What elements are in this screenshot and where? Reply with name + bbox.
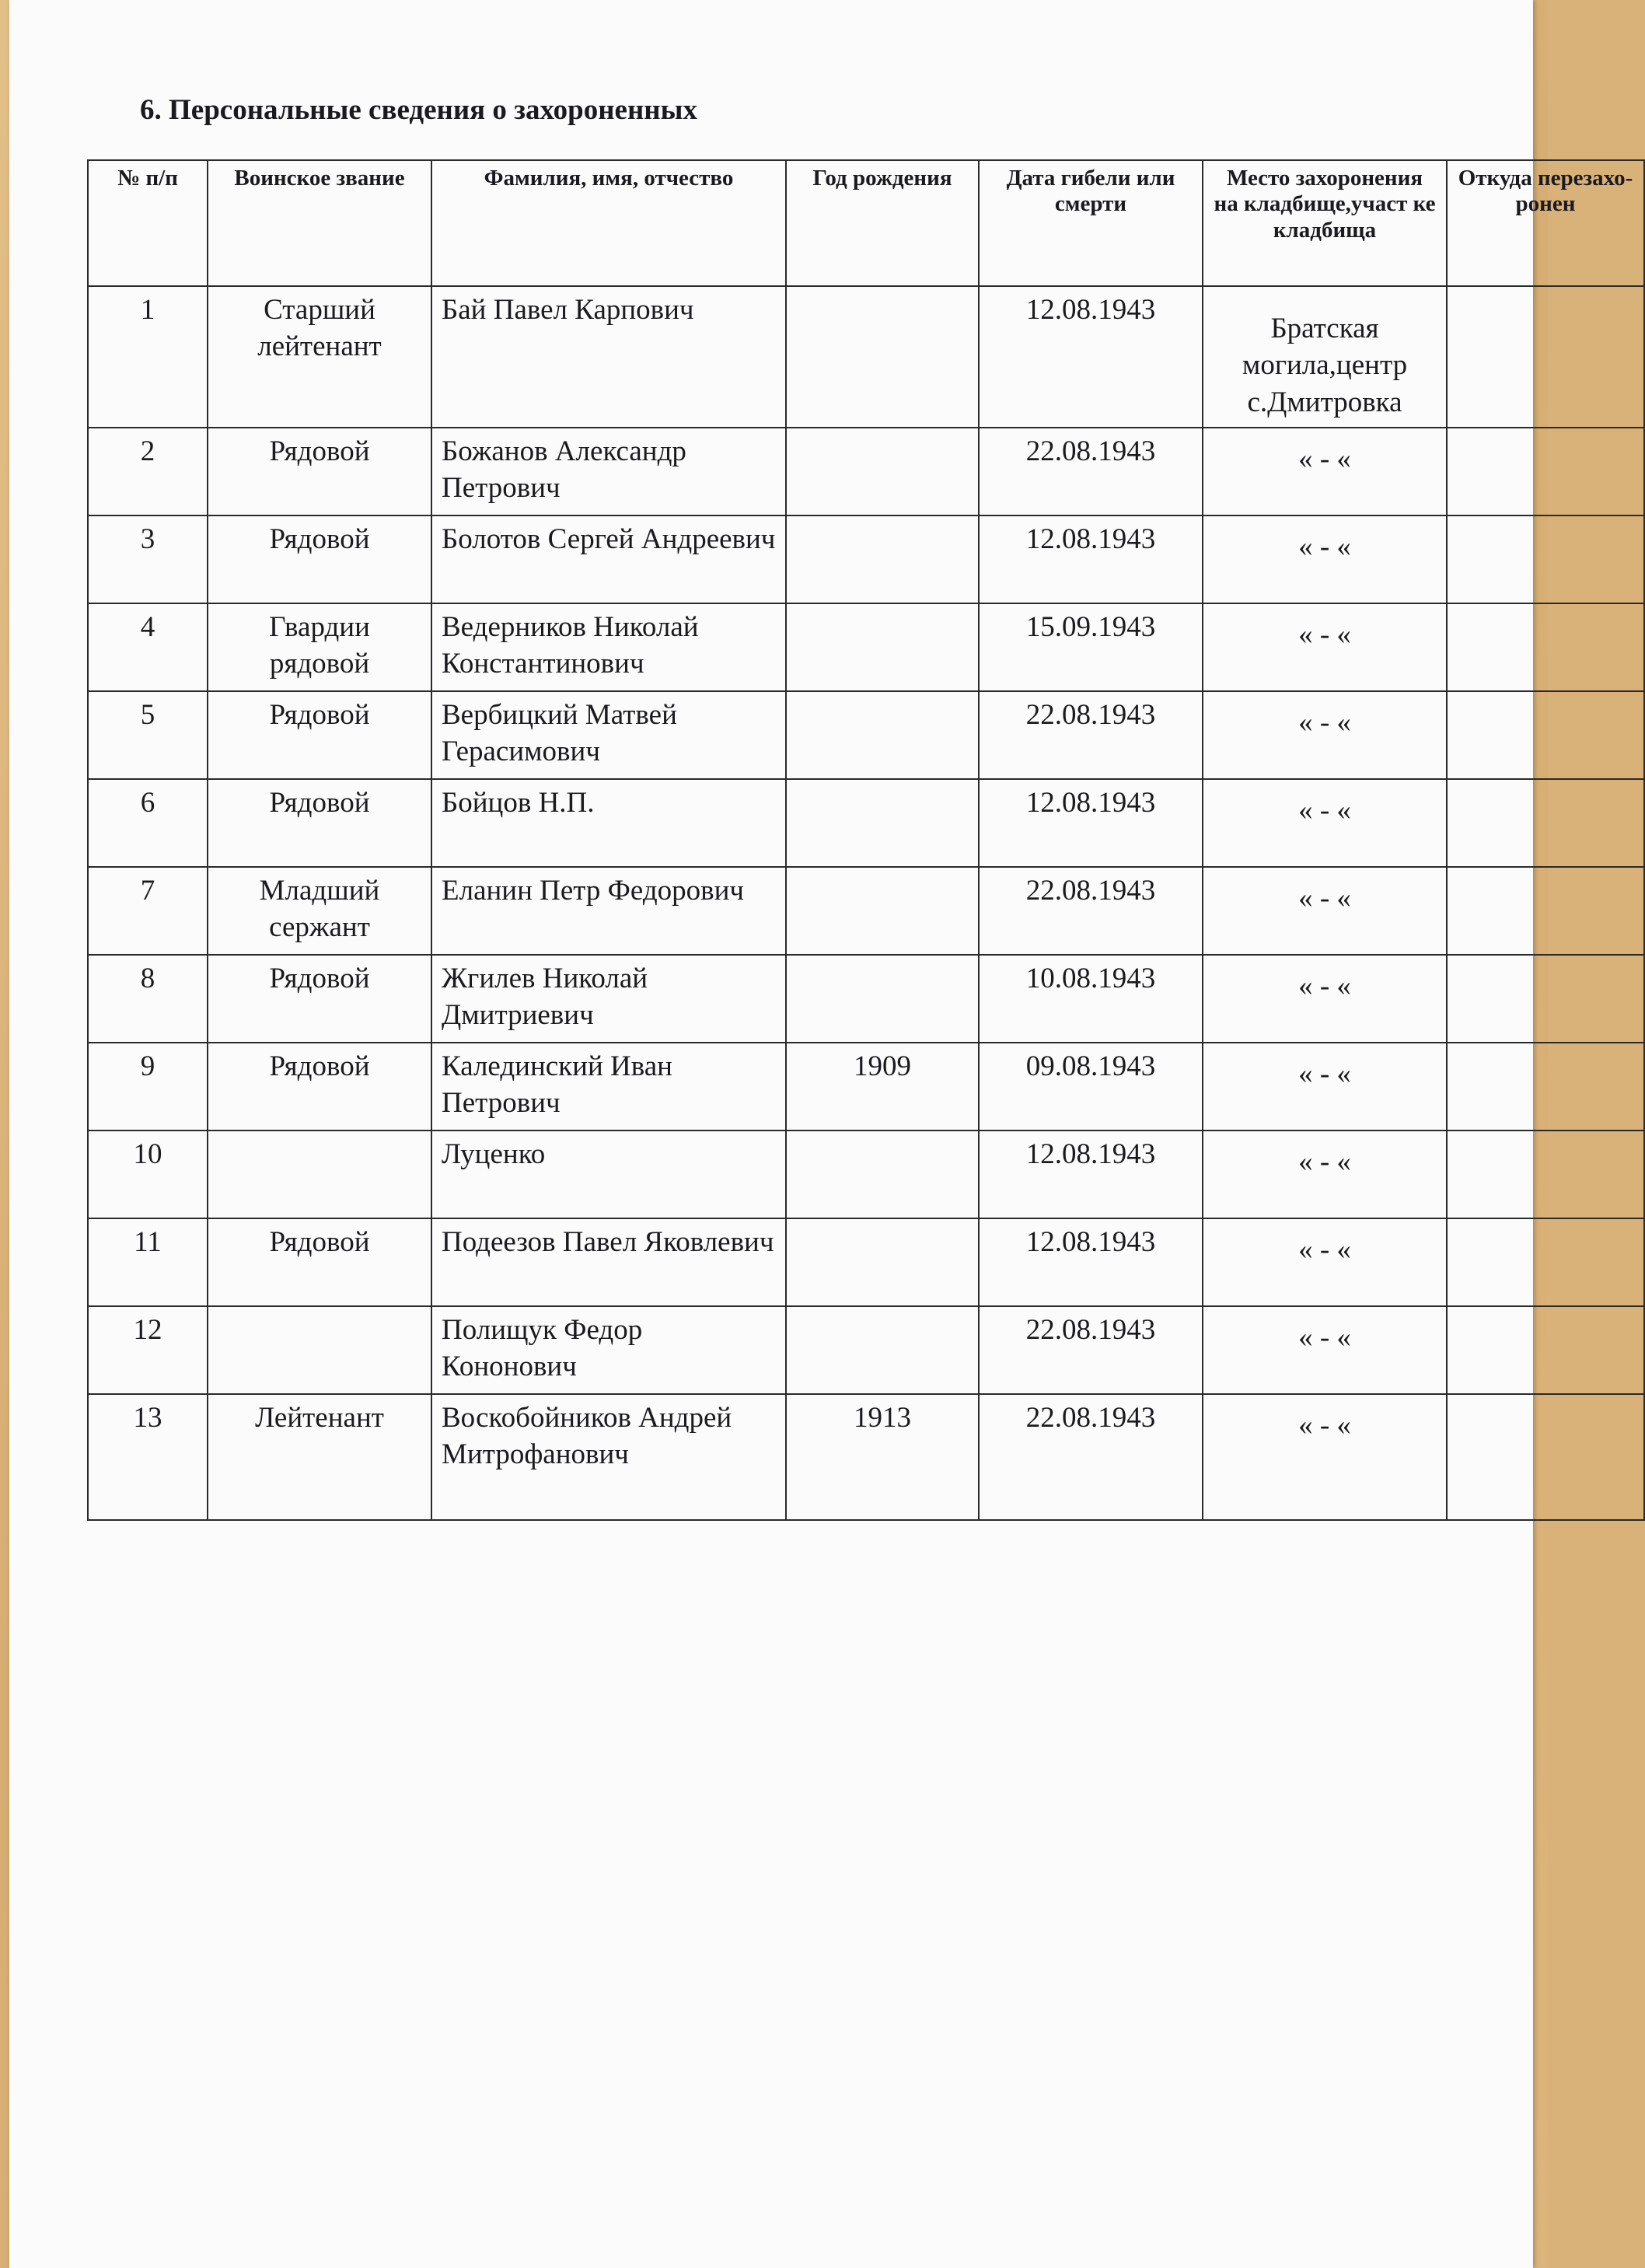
cell-name: Луценко <box>431 1131 786 1218</box>
cell-from <box>1447 691 1644 779</box>
cell-rank: Рядовой <box>208 515 431 603</box>
cell-name: Полищук Федор Кононович <box>431 1306 786 1394</box>
cell-num: 2 <box>88 428 208 515</box>
cell-rank: Младший сержант <box>208 867 431 955</box>
cell-from <box>1447 1218 1644 1306</box>
cell-name: Жгилев Николай Дмитриевич <box>431 955 786 1043</box>
table-row <box>88 955 1644 1043</box>
cell-place: Братская могила,центр с.Дмитровка <box>1203 286 1447 428</box>
cell-from <box>1447 1394 1644 1520</box>
cell-year <box>786 1218 979 1306</box>
cell-from <box>1447 1043 1644 1131</box>
table-row <box>88 1218 1644 1306</box>
cell-from <box>1447 1131 1644 1218</box>
cell-date: 22.08.1943 <box>979 691 1203 779</box>
cell-rank <box>208 1131 431 1218</box>
cell-rank: Рядовой <box>208 1218 431 1306</box>
cell-num: 13 <box>88 1394 208 1520</box>
cell-rank: Рядовой <box>208 779 431 867</box>
cell-num: 9 <box>88 1043 208 1131</box>
cell-num: 1 <box>88 286 208 428</box>
table-row <box>88 428 1644 515</box>
table-row <box>88 1131 1644 1218</box>
table-row <box>88 1306 1644 1394</box>
cell-place: « - « <box>1203 515 1447 603</box>
cell-num: 3 <box>88 515 208 603</box>
cell-num: 12 <box>88 1306 208 1394</box>
table-row <box>88 779 1644 867</box>
cell-from <box>1447 428 1644 515</box>
cell-rank: Рядовой <box>208 955 431 1043</box>
cell-date: 22.08.1943 <box>979 867 1203 955</box>
cell-place: « - « <box>1203 955 1447 1043</box>
cell-place: « - « <box>1203 867 1447 955</box>
cell-name: Ведерников Николай Константинович <box>431 603 786 691</box>
cell-date: 22.08.1943 <box>979 428 1203 515</box>
cell-num: 6 <box>88 779 208 867</box>
cell-from <box>1447 1306 1644 1394</box>
cell-from <box>1447 779 1644 867</box>
table-row <box>88 286 1644 428</box>
table-row <box>88 867 1644 955</box>
header-year: Год рождения <box>786 160 979 286</box>
cell-name: Еланин Петр Федорович <box>431 867 786 955</box>
cell-name: Подеезов Павел Яковлевич <box>431 1218 786 1306</box>
cell-year <box>786 1131 979 1218</box>
cell-date: 22.08.1943 <box>979 1306 1203 1394</box>
cell-year <box>786 603 979 691</box>
cell-date: 12.08.1943 <box>979 286 1203 428</box>
cell-date: 10.08.1943 <box>979 955 1203 1043</box>
cell-name: Воскобойников Андрей Митрофанович <box>431 1394 786 1520</box>
cell-year: 1913 <box>786 1394 979 1520</box>
header-place: Место захоронения на кладбище,участ ке кладбища <box>1203 160 1447 286</box>
cell-name: Калединский Иван Петрович <box>431 1043 786 1131</box>
header-num: № п/п <box>88 160 208 286</box>
cell-num: 11 <box>88 1218 208 1306</box>
cell-num: 10 <box>88 1131 208 1218</box>
cell-rank: Рядовой <box>208 1043 431 1131</box>
cell-rank: Гвардии рядовой <box>208 603 431 691</box>
header-name: Фамилия, имя, отчество <box>431 160 786 286</box>
cell-year: 1909 <box>786 1043 979 1131</box>
cell-year <box>786 515 979 603</box>
cell-num: 4 <box>88 603 208 691</box>
cell-place: « - « <box>1203 779 1447 867</box>
cell-name: Вербицкий Матвей Герасимович <box>431 691 786 779</box>
cell-date: 22.08.1943 <box>979 1394 1203 1520</box>
cell-num: 7 <box>88 867 208 955</box>
cell-from <box>1447 286 1644 428</box>
cell-from <box>1447 955 1644 1043</box>
paper-sheet <box>9 0 1633 2268</box>
cell-place: « - « <box>1203 691 1447 779</box>
cell-rank: Рядовой <box>208 691 431 779</box>
cell-year <box>786 691 979 779</box>
cell-name: Бойцов Н.П. <box>431 779 786 867</box>
cell-place: « - « <box>1203 428 1447 515</box>
table-body <box>88 286 1644 1520</box>
cell-place: « - « <box>1203 1394 1447 1520</box>
cell-num: 8 <box>88 955 208 1043</box>
cell-date: 15.09.1943 <box>979 603 1203 691</box>
cell-place: « - « <box>1203 1306 1447 1394</box>
cell-from <box>1447 867 1644 955</box>
cell-date: 09.08.1943 <box>979 1043 1203 1131</box>
header-rank: Воинское звание <box>208 160 431 286</box>
cell-from <box>1447 603 1644 691</box>
cell-rank: Лейтенант <box>208 1394 431 1520</box>
cell-date: 12.08.1943 <box>979 779 1203 867</box>
cell-place: « - « <box>1203 1131 1447 1218</box>
cell-name: Болотов Сергей Андреевич <box>431 515 786 603</box>
cell-name: Бай Павел Карпович <box>431 286 786 428</box>
burials-table <box>87 159 1645 1521</box>
table-row <box>88 691 1644 779</box>
cell-rank <box>208 1306 431 1394</box>
page-title: 6. Персональные сведения о захороненных <box>140 94 697 126</box>
cell-rank: Рядовой <box>208 428 431 515</box>
cell-year <box>786 1306 979 1394</box>
cell-rank: Старший лейтенант <box>208 286 431 428</box>
table-row <box>88 1394 1644 1520</box>
cell-date: 12.08.1943 <box>979 515 1203 603</box>
cell-date: 12.08.1943 <box>979 1218 1203 1306</box>
header-from: Откуда перезахо- ронен <box>1447 160 1644 286</box>
cell-num: 5 <box>88 691 208 779</box>
table-row <box>88 1043 1644 1131</box>
cell-date: 12.08.1943 <box>979 1131 1203 1218</box>
header-date: Дата гибели или смерти <box>979 160 1203 286</box>
cell-name: Божанов Александр Петрович <box>431 428 786 515</box>
cell-year <box>786 867 979 955</box>
cell-year <box>786 428 979 515</box>
table-row <box>88 515 1644 603</box>
header-row <box>88 160 1644 286</box>
cell-place: « - « <box>1203 1043 1447 1131</box>
table-header <box>88 160 1644 286</box>
cell-year <box>786 779 979 867</box>
cell-place: « - « <box>1203 1218 1447 1306</box>
cell-year <box>786 286 979 428</box>
cell-from <box>1447 515 1644 603</box>
cell-place: « - « <box>1203 603 1447 691</box>
table-row <box>88 603 1644 691</box>
cell-year <box>786 955 979 1043</box>
